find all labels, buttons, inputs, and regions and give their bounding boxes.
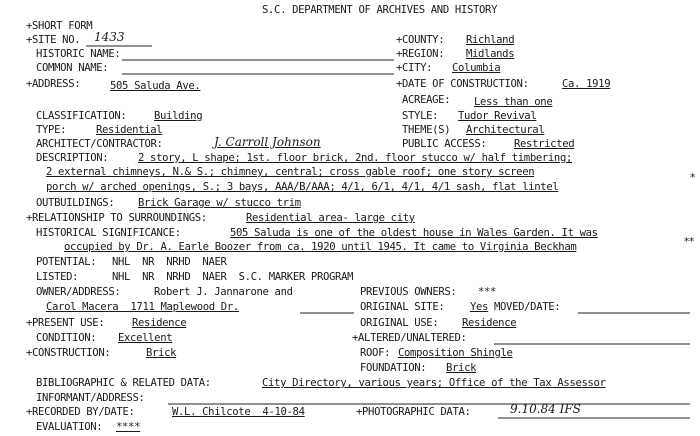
roof-value: Composition Shingle <box>398 347 513 359</box>
county-value: Richland <box>466 34 515 46</box>
classification-label: CLASSIFICATION: <box>36 110 127 122</box>
short-form-label: +SHORT FORM <box>26 20 93 32</box>
photographic-data-label: +PHOTOGRAPHIC DATA: <box>356 406 471 418</box>
original-use-value: Residence <box>462 317 517 329</box>
potential-values: NHL NR NRHD NAER <box>112 256 227 268</box>
common-name-label: COMMON NAME: <box>36 62 109 74</box>
roof-label: ROOF: <box>360 347 391 359</box>
altered-label: +ALTERED/UNALTERED: <box>352 332 467 344</box>
condition-value: Excellent <box>118 332 173 344</box>
bibliographic-label: BIBLIOGRAPHIC & RELATED DATA: <box>36 377 211 389</box>
theme-label: THEME(S) <box>402 124 451 136</box>
previous-owners-value: *** <box>478 286 497 298</box>
photographic-data-underline <box>498 416 690 420</box>
public-access-value: Restricted <box>514 138 575 150</box>
foundation-label: FOUNDATION: <box>360 362 427 374</box>
date-of-construction-label: +DATE OF CONSTRUCTION: <box>396 78 529 90</box>
address-value: 505 Saluda Ave. <box>110 80 201 92</box>
theme-value: Architectural <box>466 124 545 136</box>
recorded-by-value: W.L. Chilcote 4-10-84 <box>172 406 305 418</box>
photographic-data-value: 9.10.84 IFS <box>510 402 581 416</box>
description-line-1: 2 story, L shape; 1st. floor brick, 2nd. floor stucco w/ half timbering; <box>138 152 573 164</box>
city-label: +CITY: <box>396 62 433 74</box>
historic-name-underline <box>122 58 394 62</box>
type-value: Residential <box>96 124 163 136</box>
historical-significance-line-2: occupied by Dr. A. Earle Boozer from ca. 1920 until 1945. It came to Virginia Beckham <box>64 241 577 253</box>
owner-line-1: Robert J. Jannarone and <box>154 286 293 298</box>
relationship-label: +RELATIONSHIP TO SURROUNDINGS: <box>26 212 207 224</box>
common-name-underline <box>122 72 394 76</box>
acreage-label: ACREAGE: <box>402 94 451 106</box>
site-no-value: 1433 <box>94 30 125 44</box>
informant-label: INFORMANT/ADDRESS: <box>36 392 145 404</box>
description-label: DESCRIPTION: <box>36 152 109 164</box>
historical-significance-line-1: 505 Saluda is one of the oldest house in Wales Garden. It was <box>230 227 598 239</box>
architect-label: ARCHITECT/CONTRACTOR: <box>36 138 163 150</box>
description-continuation-mark: * <box>690 172 695 184</box>
description-line-3: porch w/ arched openings, S.; 3 bays, AAA/B/AAA; 4/1, 6/1, 4/1, 4/1 sash, flat lintel <box>46 181 559 193</box>
moved-date-label: MOVED/DATE: <box>494 301 561 313</box>
address-label: +ADDRESS: <box>26 78 81 90</box>
listed-values: NHL NR NRHD NAER S.C. MARKER PROGRAM <box>112 271 354 283</box>
architect-value: J. Carroll Johnson <box>214 135 321 149</box>
altered-underline <box>494 342 690 346</box>
region-value: Midlands <box>466 48 515 60</box>
evaluation-value: **** <box>116 421 141 433</box>
construction-label: +CONSTRUCTION: <box>26 347 111 359</box>
condition-label: CONDITION: <box>36 332 97 344</box>
present-use-value: Residence <box>132 317 187 329</box>
present-use-label: +PRESENT USE: <box>26 317 105 329</box>
moved-date-underline <box>578 311 690 315</box>
relationship-value: Residential area- large city <box>246 212 415 224</box>
historical-significance-label: HISTORICAL SIGNIFICANCE: <box>36 227 181 239</box>
description-line-2: 2 external chimneys, N.& S.; chimney, central; cross gable roof; one story screen <box>46 166 535 178</box>
outbuildings-value: Brick Garage w/ stucco trim <box>138 197 301 209</box>
potential-label: POTENTIAL: <box>36 256 97 268</box>
owner-underline-end <box>300 311 354 315</box>
date-of-construction-value: Ca. 1919 <box>562 78 611 90</box>
site-no-label: +SITE NO. <box>26 34 81 46</box>
recorded-by-label: +RECORDED BY/DATE: <box>26 406 135 418</box>
outbuildings-label: OUTBUILDINGS: <box>36 197 115 209</box>
classification-value: Building <box>154 110 203 122</box>
type-label: TYPE: <box>36 124 67 136</box>
style-label: STYLE: <box>402 110 439 122</box>
listed-label: LISTED: <box>36 271 79 283</box>
public-access-label: PUBLIC ACCESS: <box>402 138 487 150</box>
region-label: +REGION: <box>396 48 445 60</box>
original-site-value: Yes <box>470 301 489 313</box>
historic-name-label: HISTORIC NAME: <box>36 48 121 60</box>
county-label: +COUNTY: <box>396 34 445 46</box>
style-value: Tudor Revival <box>458 110 537 122</box>
form-title: S.C. DEPARTMENT OF ARCHIVES AND HISTORY <box>262 4 498 16</box>
bibliographic-value: City Directory, various years; Office of the Tax Assessor <box>262 377 606 389</box>
previous-owners-label: PREVIOUS OWNERS: <box>360 286 457 298</box>
original-site-label: ORIGINAL SITE: <box>360 301 445 313</box>
city-value: Columbia <box>452 62 501 74</box>
construction-value: Brick <box>146 347 177 359</box>
acreage-value: Less than one <box>474 96 553 108</box>
owner-label: OWNER/ADDRESS: <box>36 286 121 298</box>
foundation-value: Brick <box>446 362 477 374</box>
evaluation-label: EVALUATION: <box>36 421 103 433</box>
historical-significance-continuation-mark: ** <box>684 236 694 248</box>
original-use-label: ORIGINAL USE: <box>360 317 439 329</box>
owner-line-2: Carol Macera 1711 Maplewood Dr. <box>46 301 239 313</box>
